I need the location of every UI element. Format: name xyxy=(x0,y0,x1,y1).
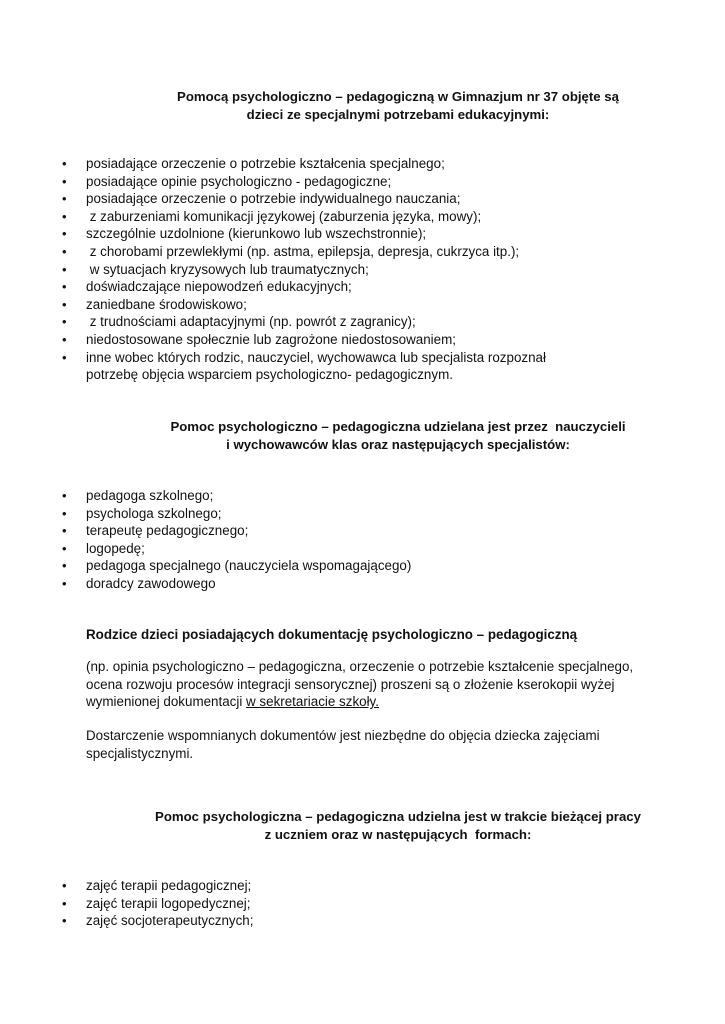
section2-heading xyxy=(86,418,710,454)
section1-heading-line1: Pomocą psychologiczno – pedagogiczną w Gimnazjum nr 37 objęte są xyxy=(177,89,619,104)
list-item: • doradcy zawodowego xyxy=(60,575,660,593)
list-item: • niedostosowane społecznie lub zagrożone niedostosowaniem; xyxy=(60,331,660,349)
section2-heading-line1: Pomoc psychologiczno – pedagogiczna udzielana jest przez nauczycieli xyxy=(170,419,626,434)
section2-heading-line2: i wychowawców klas oraz następujących specjalistów: xyxy=(226,436,570,452)
section4-heading xyxy=(86,808,710,844)
section2-list xyxy=(60,487,660,593)
list-item: • w sytuacjach kryzysowych lub traumatycznych; xyxy=(60,261,660,279)
list-item: • zaniedbane środowiskowo; xyxy=(60,296,660,314)
section3-heading: Rodzice dzieci posiadających dokumentację psychologiczno – pedagogiczną xyxy=(86,627,578,642)
section1-list xyxy=(60,155,660,384)
list-item: • zajęć terapii logopedycznej; xyxy=(60,895,660,913)
section4-list xyxy=(60,877,660,930)
list-item: • terapeutę pedagogicznego; xyxy=(60,522,660,540)
section3-paragraph1-text: (np. opinia psychologiczno – pedagogiczna, orzeczenie o potrzebie kształcenie specjalnego, ocena rozwoju procesów integracji sensorycznej) proszeni są o złożenie kserokopii wyżej wymienionej dokumentacji xyxy=(86,659,634,710)
list-item: • z zaburzeniami komunikacji językowej (zaburzenia języka, mowy); xyxy=(60,208,660,226)
section4-heading-line2: z uczniem oraz w następujących formach: xyxy=(264,826,532,842)
list-item: • z trudnościami adaptacyjnymi (np. powrót z zagranicy); xyxy=(60,313,660,331)
section3-paragraph1 xyxy=(86,658,666,711)
list-item: • zajęć socjoterapeutycznych; xyxy=(60,912,660,930)
list-item: • posiadające opinie psychologiczno - pedagogiczne; xyxy=(60,173,660,191)
section1-heading-line2: dzieci ze specjalnymi potrzebami edukacyjnymi: xyxy=(246,106,550,122)
section3-paragraph2: Dostarczenie wspomnianych dokumentów jest niezbędne do objęcia dziecka zajęciami specjalistycznymi. xyxy=(86,728,600,761)
section1-heading xyxy=(86,88,710,124)
list-item: • logopedę; xyxy=(60,540,660,558)
list-item: • pedagoga szkolnego; xyxy=(60,487,660,505)
list-item: • pedagoga specjalnego (nauczyciela wspomagającego) xyxy=(60,557,660,575)
list-item: • posiadające orzeczenie o potrzebie kształcenia specjalnego; xyxy=(60,155,660,173)
list-item: • psychologa szkolnego; xyxy=(60,505,660,523)
list-item: • inne wobec których rodzic, nauczyciel, wychowawca lub specjalista rozpoznał potrzebę objęcia wsparciem psychologiczno- pedagogicznym. xyxy=(60,349,660,384)
list-item: • z chorobami przewlekłymi (np. astma, epilepsja, depresja, cukrzyca itp.); xyxy=(60,243,660,261)
list-item: • szczególnie uzdolnione (kierunkowo lub wszechstronnie); xyxy=(60,225,660,243)
list-item: • doświadczające niepowodzeń edukacyjnych; xyxy=(60,278,660,296)
office-reference: w sekretariacie szkoły. xyxy=(246,694,379,710)
list-item: • zajęć terapii pedagogicznej; xyxy=(60,877,660,895)
section4-heading-line1: Pomoc psychologiczna – pedagogiczna udzielna jest w trakcie bieżącej pracy xyxy=(155,809,641,824)
list-item: • posiadające orzeczenie o potrzebie indywidualnego nauczania; xyxy=(60,190,660,208)
